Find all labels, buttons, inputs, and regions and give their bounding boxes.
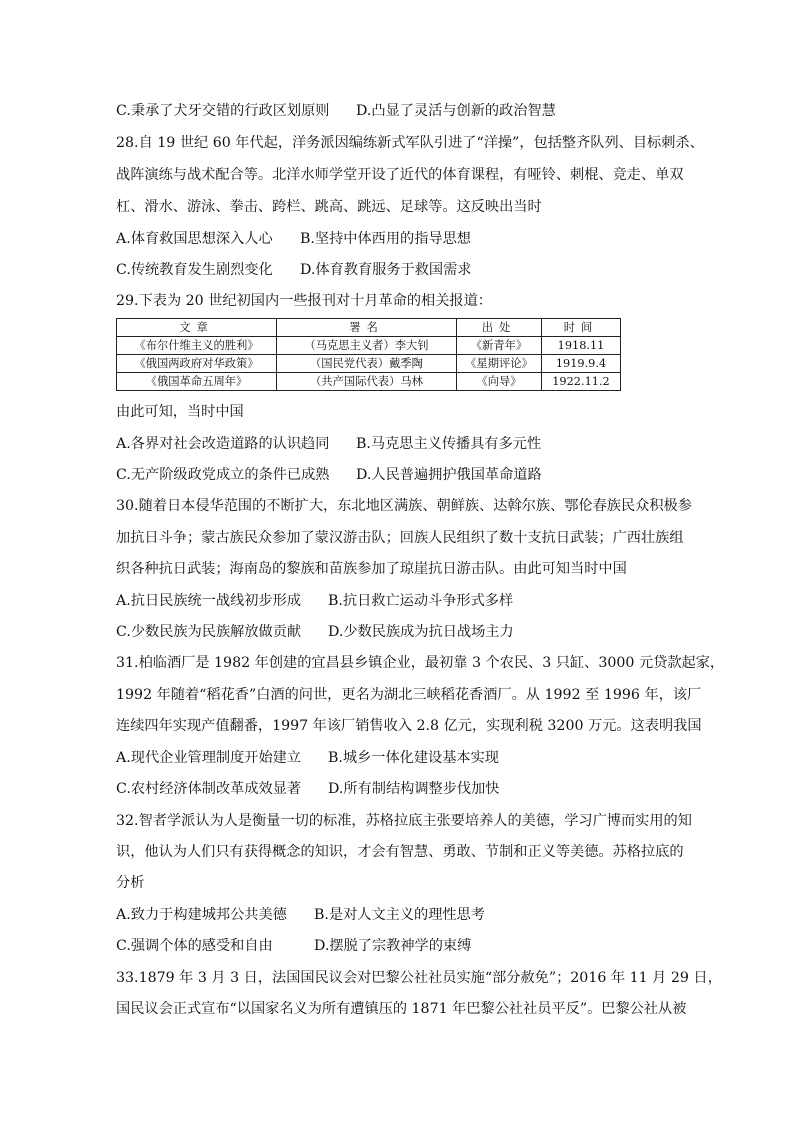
table-cell: 1922.11.2 bbox=[542, 373, 621, 391]
table-header-row bbox=[117, 319, 621, 337]
q32-stem-line-3: 分析 bbox=[116, 875, 145, 891]
q29-option-d[interactable]: D.人民普遍拥护俄国革命道路 bbox=[356, 467, 542, 483]
table-cell: 《俄国革命五周年》 bbox=[117, 373, 277, 391]
q28-option-a[interactable]: A.体育救国思想深入人心 bbox=[116, 231, 273, 247]
q28-options-cd bbox=[116, 260, 686, 280]
table-cell: （马克思主义者）李大钊 bbox=[277, 337, 457, 355]
table-cell: 《新青年》 bbox=[457, 337, 542, 355]
q32-option-d[interactable]: D.摆脱了宗教神学的束缚 bbox=[314, 938, 472, 954]
q30-option-a[interactable]: A.抗日民族统一战线初步形成 bbox=[116, 593, 302, 609]
q31-option-d[interactable]: D.所有制结构调整步伐加快 bbox=[328, 781, 500, 797]
q28-stem-line-3: 杠、滑水、游泳、拳击、跨栏、跳高、跳远、足球等。这反映出当时 bbox=[116, 199, 542, 215]
q33-stem-line-1: 33.1879 年 3 月 3 日，法国国民议会对巴黎公社社员实施“部分赦免”；2016 年 11 月 29 日， bbox=[116, 970, 722, 986]
table-header-date: 时间 bbox=[542, 319, 621, 337]
table-cell: 1919.9.4 bbox=[542, 355, 621, 373]
table-cell: （国民党代表）戴季陶 bbox=[277, 355, 457, 373]
q31-option-b[interactable]: B.城乡一体化建设基本实现 bbox=[328, 750, 499, 766]
q28-option-b[interactable]: B.坚持中体西用的指导思想 bbox=[300, 231, 471, 247]
q29-stem: 29.下表为 20 世纪初国内一些报刊对十月革命的相关报道： bbox=[116, 293, 492, 309]
q31-stem-line-2: 1992 年随着“稻花香”白酒的问世，更名为湖北三峡稻花香酒厂。从 1992 至 1996 年，该厂 bbox=[116, 687, 702, 703]
q29-options-ab bbox=[116, 434, 686, 454]
table-cell: 1918.11 bbox=[542, 337, 621, 355]
table-header-article: 文章 bbox=[117, 319, 277, 337]
q29-after-table: 由此可知，当时中国 bbox=[116, 404, 244, 420]
q30-stem-line-2: 加抗日斗争；蒙古族民众参加了蒙汉游击队；回族人民组织了数十支抗日武装；广西壮族组 bbox=[116, 530, 684, 546]
q32-options-cd bbox=[116, 936, 686, 956]
q30-option-c[interactable]: C.少数民族为民族解放做贡献 bbox=[116, 624, 302, 640]
q32-option-c[interactable]: C.强调个体的感受和自由 bbox=[116, 938, 273, 954]
table-header-source: 出处 bbox=[457, 319, 542, 337]
q32-option-a[interactable]: A.致力于构建城邦公共美德 bbox=[116, 907, 287, 923]
q27-options-cd bbox=[116, 101, 686, 121]
q30-options-ab bbox=[116, 591, 686, 611]
q29-options-cd bbox=[116, 465, 686, 485]
q29-option-c[interactable]: C.无产阶级政党成立的条件已成熟 bbox=[116, 467, 330, 483]
q31-options-ab bbox=[116, 748, 686, 768]
q29-option-b[interactable]: B.马克思主义传播具有多元性 bbox=[356, 436, 542, 452]
q30-options-cd bbox=[116, 622, 686, 642]
table-row bbox=[117, 337, 621, 355]
table-row bbox=[117, 373, 621, 391]
q32-stem-line-2: 识，他认为人们只有获得概念的知识，才会有智慧、勇敢、节制和正义等美德。苏格拉底的 bbox=[116, 844, 684, 860]
q31-stem-line-3: 连续四年实现产值翻番，1997 年该厂销售收入 2.8 亿元，实现利税 3200 万元。这表明我国 bbox=[116, 718, 702, 734]
q32-options-ab bbox=[116, 905, 686, 925]
q30-option-d[interactable]: D.少数民族成为抗日战场主力 bbox=[328, 624, 514, 640]
q28-options-ab bbox=[116, 229, 686, 249]
q29-option-a[interactable]: A.各界对社会改造道路的认识趋同 bbox=[116, 436, 330, 452]
table-cell: 《俄国两政府对华政策》 bbox=[117, 355, 277, 373]
q30-stem-line-1: 30.随着日本侵华范围的不断扩大，东北地区满族、朝鲜族、达斡尔族、鄂伦春族民众积极参 bbox=[116, 498, 692, 514]
q30-option-b[interactable]: B.抗日救亡运动斗争形式多样 bbox=[328, 593, 514, 609]
q29-report-table bbox=[116, 318, 621, 391]
q32-stem-line-1: 32.智者学派认为人是衡量一切的标准，苏格拉底主张要培养人的美德，学习广博而实用的知 bbox=[116, 813, 692, 829]
q32-option-b[interactable]: B.是对人文主义的理性思考 bbox=[314, 907, 485, 923]
table-row bbox=[117, 355, 621, 373]
q30-stem-line-3: 织各种抗日武装；海南岛的黎族和苗族参加了琼崖抗日游击队。由此可知当时中国 bbox=[116, 561, 627, 577]
q27-option-d[interactable]: D.凸显了灵活与创新的政治智慧 bbox=[356, 103, 556, 119]
q28-option-d[interactable]: D.体育教育服务于救国需求 bbox=[300, 262, 472, 278]
q31-option-c[interactable]: C.农村经济体制改革成效显著 bbox=[116, 781, 302, 797]
table-cell: 《星期评论》 bbox=[457, 355, 542, 373]
table-cell: 《布尔什维主义的胜利》 bbox=[117, 337, 277, 355]
q28-option-c[interactable]: C.传统教育发生剧烈变化 bbox=[116, 262, 273, 278]
q27-option-c[interactable]: C.秉承了犬牙交错的行政区划原则 bbox=[116, 103, 330, 119]
table-header-author: 署名 bbox=[277, 319, 457, 337]
q31-stem-line-1: 31.柏临酒厂是 1982 年创建的宜昌县乡镇企业，最初靠 3 个农民、3 只缸、3000 元贷款起家， bbox=[116, 655, 725, 671]
q28-stem-line-1: 28.自 19 世纪 60 年代起，洋务派因编练新式军队引进了“洋操”，包括整齐队列、目标刺杀、 bbox=[116, 135, 704, 151]
table-cell: （共产国际代表）马林 bbox=[277, 373, 457, 391]
q33-stem-line-2: 国民议会正式宣布“以国家名义为所有遭镇压的 1871 年巴黎公社社员平反”。巴黎公社从被 bbox=[116, 1001, 687, 1017]
q31-option-a[interactable]: A.现代企业管理制度开始建立 bbox=[116, 750, 302, 766]
q28-stem-line-2: 战阵演练与战术配合等。北洋水师学堂开设了近代的体育课程，有哑铃、刺棍、竞走、单双 bbox=[116, 167, 684, 183]
q31-options-cd bbox=[116, 779, 686, 799]
table-cell: 《向导》 bbox=[457, 373, 542, 391]
